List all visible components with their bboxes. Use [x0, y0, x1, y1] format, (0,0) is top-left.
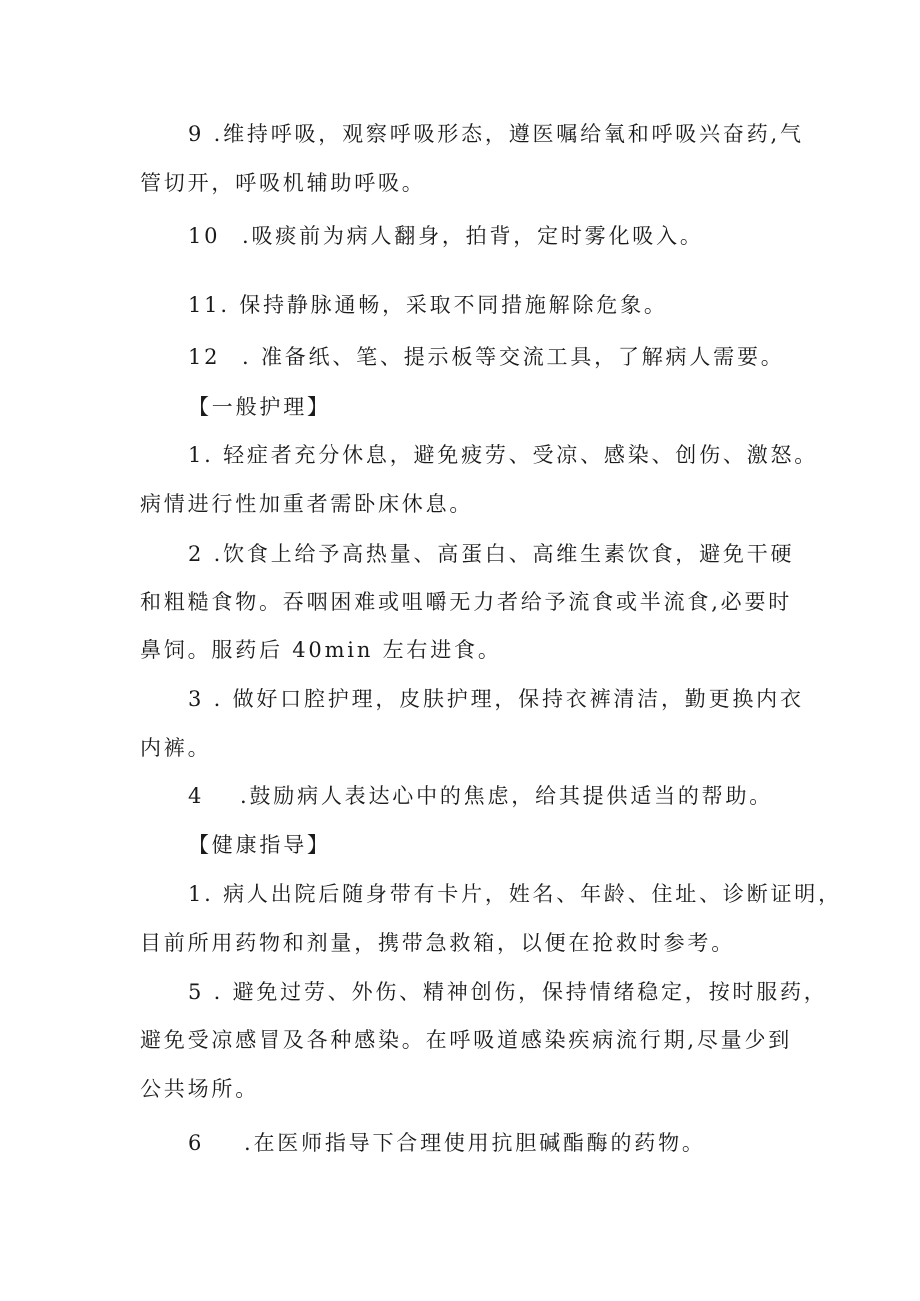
item-11: 11. 保持静脉通畅，采取不同措施解除危象。	[188, 293, 668, 317]
health-item-1-line-1: 1. 病人出院后随身带有卡片，姓名、年龄、住址、诊断证明，	[188, 882, 842, 906]
item-12-number: 12	[188, 345, 221, 369]
item-10-number: 10	[188, 224, 221, 248]
general-item-4-number: 4	[188, 784, 205, 808]
item-12	[188, 343, 785, 371]
general-item-3-line-2: 内裤。	[140, 736, 212, 760]
health-item-6-text: .在医师指导下合理使用抗胆碱酯酶的药物。	[244, 1131, 706, 1155]
general-item-3-line-1: 3 . 做好口腔护理，皮肤护理，保持衣裤清洁，勤更换内衣	[188, 687, 804, 711]
item-9-line-1: 9 .维持呼吸，观察呼吸形态，遵医嘱给氧和呼吸兴奋药,气	[188, 122, 804, 146]
general-item-1-line-2: 病情进行性加重者需卧床休息。	[140, 492, 474, 516]
item-9-line-2: 管切开，呼吸机辅助呼吸。	[140, 171, 426, 195]
health-item-5-line-2: 避免受凉感冒及各种感染。在呼吸道感染疾病流行期,尽量少到	[140, 1028, 793, 1052]
general-item-1-line-1: 1. 轻症者充分休息，避免疲劳、受凉、感染、创伤、激怒。	[188, 443, 819, 467]
item-10	[188, 222, 704, 250]
health-item-1-line-2: 目前所用药物和剂量，携带急救箱，以便在抢救时参考。	[140, 931, 735, 955]
general-item-2-line-2: 和粗糙食物。吞咽困难或咀嚼无力者给予流食或半流食,必要时	[140, 590, 793, 614]
general-item-4-text: .鼓励病人表达心中的焦虑，给其提供适当的帮助。	[240, 784, 774, 808]
health-item-5-line-3: 公共场所。	[140, 1077, 259, 1101]
health-item-5-line-1: 5 . 避免过劳、外伤、精神创伤，保持情绪稳定，按时服药，	[188, 980, 828, 1004]
general-item-4	[188, 782, 773, 810]
item-10-text: .吸痰前为病人翻身，拍背，定时雾化吸入。	[242, 224, 704, 248]
health-item-6-number: 6	[188, 1131, 205, 1155]
item-12-text: . 准备纸、笔、提示板等交流工具，了解病人需要。	[242, 345, 785, 369]
health-item-6	[188, 1129, 706, 1157]
general-item-2-line-1: 2 .饮食上给予高热量、高蛋白、高维生素饮食，避免干硬	[188, 542, 795, 566]
section-heading-general-care: 【一般护理】	[188, 395, 331, 419]
general-item-2-line-3: 鼻饲。服药后 40min 左右进食。	[140, 638, 502, 662]
section-heading-health-guidance: 【健康指导】	[188, 833, 331, 857]
